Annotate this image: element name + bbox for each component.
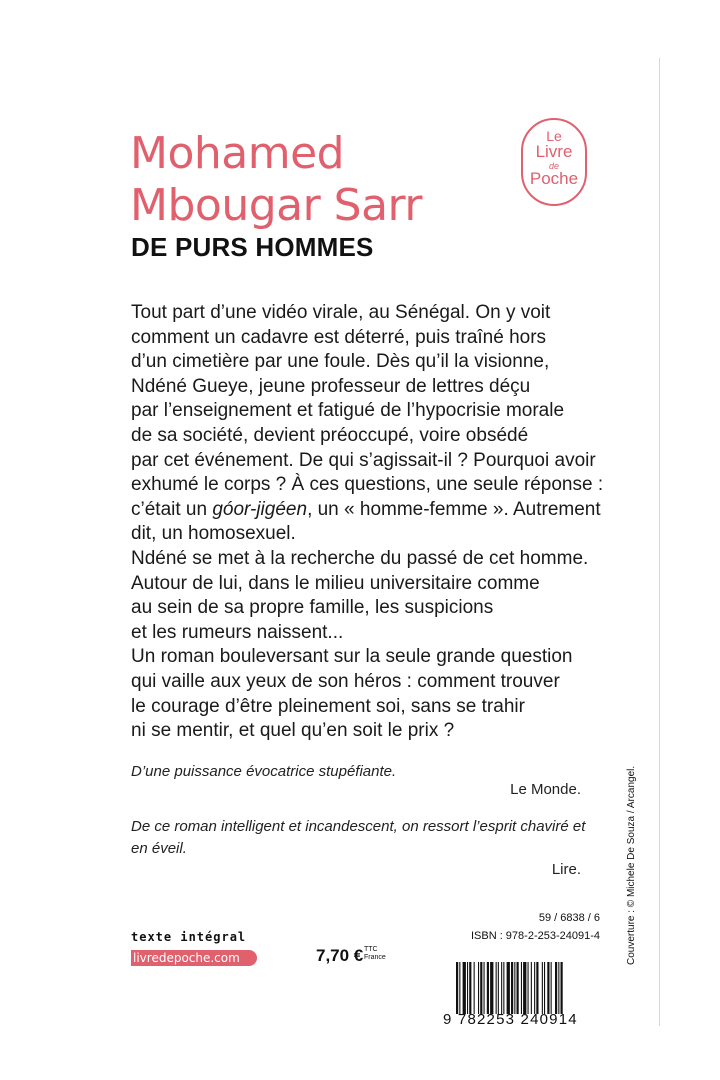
- press-quote-source: Lire.: [551, 861, 581, 878]
- website-banner: livredepoche.com: [131, 950, 257, 966]
- le-livre-de-poche-logo: [521, 118, 587, 206]
- barcode-bar: [523, 962, 526, 1014]
- summary-line: par l’enseignement et fatigué de l’hypocrisie morale: [131, 400, 565, 422]
- barcode-bar: [463, 962, 466, 1014]
- summary-italic-term: góor-jigéen: [212, 498, 308, 520]
- isbn: ISBN : 978-2-253-24091-4: [470, 930, 600, 942]
- back-cover-summary: [131, 301, 604, 744]
- barcode-bar: [544, 962, 545, 1014]
- logo-le: Le: [546, 128, 562, 144]
- barcode-bar: [484, 962, 485, 1014]
- logo-livre: Livre: [535, 142, 573, 161]
- summary-line-mixed: [131, 498, 601, 523]
- author-name: [130, 128, 422, 232]
- barcode-bar: [490, 962, 493, 1014]
- barcode-bar: [517, 962, 519, 1014]
- author-line-1: Mohamed: [130, 128, 345, 179]
- summary-line: exhumé le corps ? À ces questions, une seule réponse :: [131, 474, 604, 496]
- summary-line: Ndéné Gueye, jeune professeur de lettres déçu: [131, 375, 531, 397]
- author-line-2: Mbougar Sarr: [130, 180, 422, 231]
- summary-line: d’un cimetière par une foule. Dès qu’il la visionne,: [131, 351, 550, 373]
- barcode-bar: [511, 962, 513, 1014]
- barcode-bar: [542, 962, 543, 1014]
- summary-line: par cet événement. De qui s’agissait-il ? Pourquoi avoir: [131, 449, 596, 471]
- barcode-bar: [487, 962, 489, 1014]
- barcode-bar: [469, 962, 471, 1014]
- barcode-bar: [501, 962, 502, 1014]
- book-title: DE PURS HOMMES: [131, 232, 374, 262]
- summary-line: ni se mentir, et quel qu’en soit le prix ?: [131, 720, 455, 742]
- logo-poche: Poche: [529, 169, 579, 188]
- summary-line: Ndéné se met à la recherche du passé de cet homme.: [131, 547, 589, 569]
- france-label: France: [364, 954, 386, 961]
- press-quote-source: Le Monde.: [510, 781, 581, 798]
- barcode-bar: [456, 962, 458, 1014]
- summary-line: de sa société, devient préoccupé, voire obsédé: [131, 424, 529, 446]
- summary-line: qui vaille aux yeux de son héros : comment trouver: [131, 670, 560, 692]
- barcode-bar: [558, 962, 559, 1014]
- barcode-bar: [531, 962, 532, 1014]
- texte-integral-label: texte intégral: [131, 930, 247, 944]
- barcode-bar: [480, 962, 482, 1014]
- barcode-bar: [507, 962, 510, 1014]
- barcode-bar: [561, 962, 563, 1014]
- barcode-bar: [498, 962, 499, 1014]
- barcode-bar: [467, 962, 468, 1014]
- barcode-bar: [496, 962, 497, 1014]
- barcode-bar: [551, 962, 552, 1014]
- summary-text: c’était un: [131, 498, 213, 520]
- summary-text: , un « homme-femme ». Autrement: [307, 498, 601, 520]
- barcode-bar: [528, 962, 529, 1014]
- summary-line: Tout part d’une vidéo virale, au Sénégal. On y voit: [131, 302, 551, 323]
- barcode-bar: [459, 962, 460, 1014]
- barcode-bar: [514, 962, 515, 1014]
- summary-line: dit, un homosexuel.: [131, 523, 296, 545]
- reference-code: 59 / 6838 / 6: [538, 912, 600, 924]
- press-quote: D’une puissance évocatrice stupéfiante.: [131, 763, 397, 780]
- summary-line: au sein de sa propre famille, les suspicions: [131, 597, 494, 619]
- spine-divider: [659, 58, 660, 1026]
- barcode-bar: [474, 962, 475, 1014]
- summary-line: et les rumeurs naissent...: [131, 621, 344, 643]
- summary-line: Autour de lui, dans le milieu universitaire comme: [131, 572, 540, 594]
- barcode-bar: [547, 962, 549, 1014]
- barcode-bar: [503, 962, 504, 1014]
- logo-de: de: [548, 161, 559, 171]
- ttc-label: TTC: [364, 946, 378, 953]
- summary-line: comment un cadavre est déterré, puis traîné hors: [131, 326, 547, 348]
- price: 7,70 €: [316, 946, 364, 965]
- summary-line: Un roman bouleversant sur la seule grande question: [131, 646, 573, 668]
- cover-credit: Couverture : © Michele De Souza / Arcangel.: [626, 765, 637, 965]
- press-quote: De ce roman intelligent et incandescent, on ressort l’esprit chaviré et en éveil.: [131, 818, 586, 857]
- barcode-bar: [521, 962, 522, 1014]
- barcode-bar: [478, 962, 479, 1014]
- barcode: [456, 962, 601, 1014]
- barcode-digits: 9 782253 240914: [443, 1011, 578, 1028]
- barcode-bar: [534, 962, 535, 1014]
- barcode-bar: [555, 962, 557, 1014]
- summary-line: le courage d’être pleinement soi, sans se trahir: [131, 695, 525, 717]
- barcode-bar: [536, 962, 538, 1014]
- price-tax-note: [364, 946, 386, 962]
